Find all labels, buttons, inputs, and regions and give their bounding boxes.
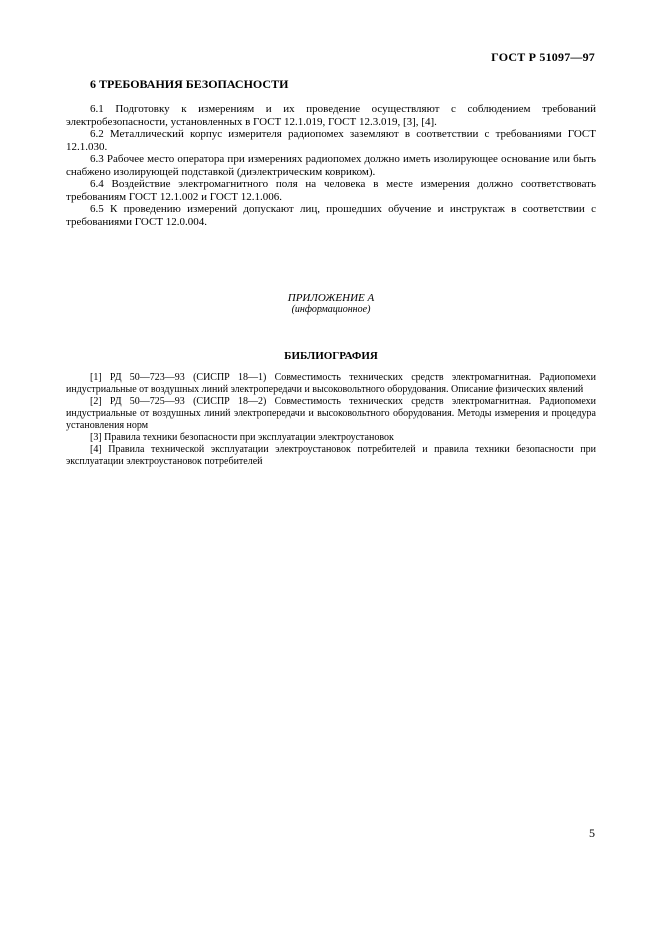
page-number: 5 <box>589 826 595 840</box>
bibliography-item: [2] РД 50—725—93 (СИСПР 18—2) Совместимость технических средств электромагнитная. Радиопомехи индустриальные от воздушных линий электропередачи и высоковольтного оборудования. Методы измерения и процедура установления норм <box>66 396 596 431</box>
bibliography-title: БИБЛИОГРАФИЯ <box>284 350 378 362</box>
section-title: 6 ТРЕБОВАНИЯ БЕЗОПАСНОСТИ <box>90 77 289 91</box>
document-code: ГОСТ Р 51097—97 <box>491 50 595 64</box>
bibliography-item: [1] РД 50—723—93 (СИСПР 18—1) Совместимость технических средств электромагнитная. Радиопомехи индустриальные от воздушных линий электропередачи и высоковольтного оборудования. Описание физических явлений <box>66 372 596 395</box>
paragraph-6-3: 6.3 Рабочее место оператора при измерениях радиопомех должно иметь изолирующее основание или быть снабжено изолирующей подставкой (диэлектрическим ковриком). <box>66 153 596 178</box>
bibliography-list <box>66 372 596 468</box>
appendix-heading <box>66 292 596 316</box>
paragraph-6-2: 6.2 Металлический корпус измерителя радиопомех заземляют в соответствии с требованиями ГОСТ 12.1.030. <box>66 128 596 153</box>
bibliography-item: [4] Правила технической эксплуатации электроустановок потребителей и правила техники безопасности при эксплуатации электроустановок потребителей <box>66 444 596 467</box>
appendix-subtitle: (информационное) <box>291 304 371 315</box>
bibliography-item: [3] Правила техники безопасности при эксплуатации электроустановок <box>90 432 394 443</box>
safety-requirements-section <box>66 77 596 228</box>
paragraph-6-5: 6.5 К проведению измерений допускают лиц, прошедших обучение и инструктаж в соответствии с требованиями ГОСТ 12.0.004. <box>66 203 596 228</box>
appendix-title: ПРИЛОЖЕНИЕ А <box>287 292 375 304</box>
paragraph-6-4: 6.4 Воздействие электромагнитного поля на человека в месте измерения должно соответствовать требованиям ГОСТ 12.1.002 и ГОСТ 12.1.006. <box>66 178 596 203</box>
paragraph-6-1: 6.1 Подготовку к измерениям и их проведение осуществляют с соблюдением требований электробезопасности, установленных в ГОСТ 12.1.019, ГОСТ 12.3.019, [3], [4]. <box>66 103 596 128</box>
